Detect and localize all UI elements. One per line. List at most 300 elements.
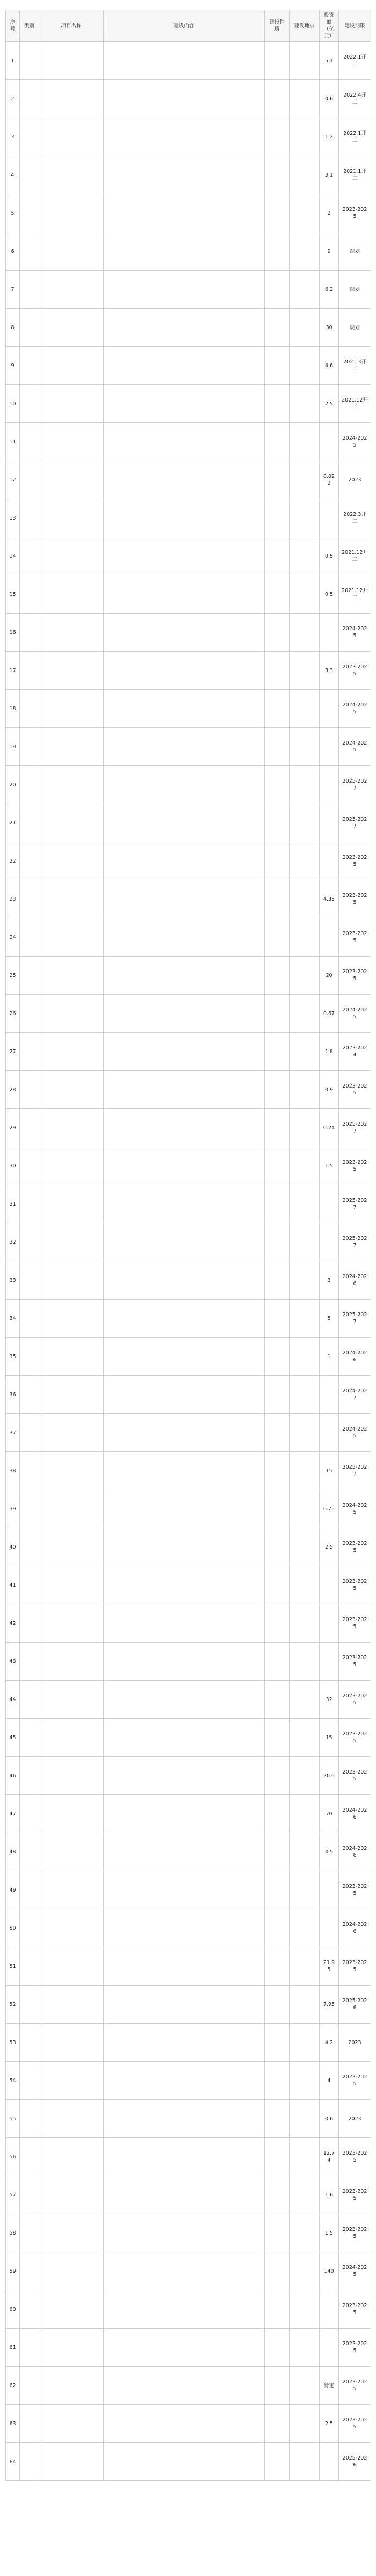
cell-period: 2023 [339,461,371,499]
cell-invest: 32 [320,1681,339,1719]
cell-name [39,2290,104,2329]
cell-period: 2023-2025 [339,1604,371,1643]
cell-content [104,690,265,728]
cell-place [290,1414,320,1452]
cell-nature [265,1566,290,1604]
cell-name [39,2329,104,2367]
cell-category [20,1223,39,1261]
cell-place [290,1566,320,1604]
cell-nature [265,1681,290,1719]
cell-category [20,2405,39,2443]
table-row [6,385,371,423]
cell-no: 1 [6,42,20,80]
cell-period: 2023-2025 [339,1643,371,1681]
cell-name [39,1833,104,1871]
cell-name [39,842,104,880]
cell-content [104,1452,265,1490]
cell-nature [265,690,290,728]
cell-no: 28 [6,1071,20,1109]
table-row [6,1528,371,1566]
cell-nature [265,156,290,194]
cell-category [20,880,39,918]
cell-category [20,1795,39,1833]
cell-nature [265,80,290,118]
cell-nature [265,537,290,575]
cell-nature [265,1833,290,1871]
cell-name [39,1109,104,1147]
table-row [6,804,371,842]
cell-content [104,1261,265,1300]
cell-period: 2022.1开工 [339,118,371,156]
cell-period: 2024-2025 [339,1414,371,1452]
cell-name [39,575,104,614]
cell-invest [320,1223,339,1261]
cell-content [104,2329,265,2367]
cell-period: 2022.1开工 [339,42,371,80]
cell-place [290,2138,320,2176]
cell-invest: 0.75 [320,1490,339,1528]
cell-category [20,2024,39,2062]
cell-no: 3 [6,118,20,156]
cell-content [104,1986,265,2024]
table-row [6,1185,371,1223]
cell-no: 18 [6,690,20,728]
cell-category [20,309,39,347]
cell-no: 61 [6,2329,20,2367]
cell-place [290,194,320,232]
cell-category [20,347,39,385]
table-row [6,156,371,194]
cell-nature [265,2329,290,2367]
cell-no: 48 [6,1833,20,1871]
cell-period: 2021.12开工 [339,537,371,575]
table-row [6,1604,371,1643]
cell-no: 19 [6,728,20,766]
cell-invest: 3 [320,1261,339,1300]
cell-nature [265,385,290,423]
table-row [6,1300,371,1338]
table-row [6,2062,371,2100]
table-row [6,1833,371,1871]
cell-invest: 4.35 [320,880,339,918]
header-content: 建设内容 [104,10,265,42]
cell-place [290,1757,320,1795]
cell-period: 2023-2025 [339,1947,371,1986]
cell-place [290,1833,320,1871]
cell-name [39,728,104,766]
table-row [6,1338,371,1376]
cell-category [20,1909,39,1947]
cell-no: 31 [6,1185,20,1223]
cell-content [104,1871,265,1909]
cell-name [39,347,104,385]
cell-invest: 5 [320,1300,339,1338]
table-row [6,842,371,880]
cell-period: 2023-2025 [339,1719,371,1757]
cell-name [39,957,104,995]
cell-invest [320,2329,339,2367]
cell-nature [265,1947,290,1986]
cell-category [20,1528,39,1566]
cell-name [39,2443,104,2481]
table-row [6,2367,371,2405]
cell-place [290,918,320,957]
cell-category [20,2100,39,2138]
table-row [6,42,371,80]
cell-period: 2023-2025 [339,1681,371,1719]
cell-nature [265,842,290,880]
cell-content [104,2443,265,2481]
cell-content [104,880,265,918]
project-table [5,10,371,2481]
cell-invest: 2.5 [320,2405,339,2443]
cell-content [104,309,265,347]
cell-no: 40 [6,1528,20,1566]
cell-nature [265,1147,290,1185]
cell-place [290,575,320,614]
cell-no: 45 [6,1719,20,1757]
cell-category [20,461,39,499]
table-row [6,118,371,156]
table-row [6,652,371,690]
cell-category [20,2290,39,2329]
table-row [6,2252,371,2290]
cell-content [104,1604,265,1643]
cell-nature [265,2405,290,2443]
cell-nature [265,2024,290,2062]
table-row [6,1033,371,1071]
cell-name [39,2138,104,2176]
cell-nature [265,499,290,537]
cell-nature [265,423,290,461]
cell-place [290,1528,320,1566]
cell-name [39,2062,104,2100]
cell-category [20,1261,39,1300]
cell-place [290,1185,320,1223]
cell-content [104,1528,265,1566]
cell-nature [265,2290,290,2329]
cell-no: 37 [6,1414,20,1452]
cell-period: 2025-2027 [339,1185,371,1223]
cell-place [290,499,320,537]
cell-name [39,1681,104,1719]
cell-name [39,690,104,728]
cell-name [39,2252,104,2290]
cell-period: 2022.3开工 [339,499,371,537]
cell-invest: 3.3 [320,652,339,690]
cell-no: 24 [6,918,20,957]
cell-invest [320,842,339,880]
cell-category [20,1757,39,1795]
cell-category [20,995,39,1033]
cell-place [290,1071,320,1109]
cell-category [20,1376,39,1414]
cell-nature [265,461,290,499]
cell-invest: 1.2 [320,118,339,156]
cell-no: 11 [6,423,20,461]
cell-invest: 0.6 [320,80,339,118]
table-row [6,1643,371,1681]
cell-period: 2025-2026 [339,2443,371,2481]
cell-name [39,1414,104,1452]
table-row [6,1147,371,1185]
cell-name [39,156,104,194]
cell-nature [265,652,290,690]
cell-content [104,1376,265,1414]
cell-name [39,1604,104,1643]
cell-nature [265,804,290,842]
cell-content [104,42,265,80]
cell-category [20,80,39,118]
cell-category [20,728,39,766]
cell-category [20,1719,39,1757]
table-row [6,1490,371,1528]
cell-category [20,2062,39,2100]
cell-invest [320,614,339,652]
cell-no: 9 [6,347,20,385]
cell-invest [320,499,339,537]
cell-place [290,957,320,995]
cell-invest: 6.6 [320,347,339,385]
cell-no: 17 [6,652,20,690]
cell-content [104,614,265,652]
cell-content [104,1300,265,1338]
cell-place [290,1643,320,1681]
cell-nature [265,1338,290,1376]
cell-no: 57 [6,2176,20,2214]
table-row [6,1719,371,1757]
cell-no: 64 [6,2443,20,2481]
cell-period: 2025-2027 [339,1109,371,1147]
cell-period: 2024-2026 [339,1261,371,1300]
cell-invest: 1.5 [320,1147,339,1185]
table-row [6,1109,371,1147]
cell-invest: 4.2 [320,2024,339,2062]
table-row [6,309,371,347]
cell-content [104,1566,265,1604]
cell-place [290,2100,320,2138]
table-row [6,1947,371,1986]
cell-invest: 6.2 [320,271,339,309]
cell-place [290,1033,320,1071]
cell-nature [265,614,290,652]
cell-no: 36 [6,1376,20,1414]
cell-no: 46 [6,1757,20,1795]
cell-invest [320,690,339,728]
cell-name [39,1795,104,1833]
cell-no: 21 [6,804,20,842]
cell-period: 2024-2025 [339,423,371,461]
cell-no: 34 [6,1300,20,1338]
cell-invest: 12.74 [320,2138,339,2176]
cell-period: 2023-2025 [339,652,371,690]
cell-no: 15 [6,575,20,614]
cell-period: 2023-2025 [339,2329,371,2367]
table-row [6,2138,371,2176]
cell-place [290,2252,320,2290]
cell-category [20,575,39,614]
cell-content [104,1643,265,1681]
cell-nature [265,1261,290,1300]
cell-nature [265,2062,290,2100]
cell-invest: 140 [320,2252,339,2290]
cell-content [104,385,265,423]
cell-name [39,2024,104,2062]
cell-place [290,1261,320,1300]
cell-name [39,385,104,423]
cell-invest: 70 [320,1795,339,1833]
cell-category [20,2329,39,2367]
cell-period: 2025-2027 [339,1223,371,1261]
table-row [6,1681,371,1719]
cell-period: 2022.4开工 [339,80,371,118]
cell-no: 7 [6,271,20,309]
cell-content [104,2138,265,2176]
cell-invest [320,918,339,957]
cell-period: 2021.1开工 [339,156,371,194]
cell-name [39,499,104,537]
cell-content [104,80,265,118]
cell-name [39,614,104,652]
cell-content [104,423,265,461]
cell-nature [265,1528,290,1566]
cell-nature [265,1871,290,1909]
cell-place [290,271,320,309]
cell-content [104,2405,265,2443]
cell-invest: 2.5 [320,1528,339,1566]
cell-invest [320,1414,339,1452]
cell-name [39,1147,104,1185]
cell-category [20,1490,39,1528]
cell-content [104,766,265,804]
cell-no: 52 [6,1986,20,2024]
cell-content [104,271,265,309]
cell-invest: 20.6 [320,1757,339,1795]
cell-category [20,1147,39,1185]
cell-name [39,1719,104,1757]
cell-place [290,2176,320,2214]
cell-place [290,385,320,423]
cell-place [290,766,320,804]
cell-name [39,461,104,499]
cell-place [290,347,320,385]
table-row [6,461,371,499]
cell-content [104,1490,265,1528]
cell-name [39,2176,104,2214]
cell-content [104,2100,265,2138]
cell-no: 50 [6,1909,20,1947]
cell-place [290,1338,320,1376]
header-period: 建设期限 [339,10,371,42]
cell-period: 2025-2027 [339,766,371,804]
cell-content [104,2024,265,2062]
cell-period: 2024-2026 [339,1909,371,1947]
cell-category [20,1185,39,1223]
cell-invest [320,728,339,766]
cell-name [39,2405,104,2443]
cell-name [39,1490,104,1528]
cell-place [290,1300,320,1338]
cell-name [39,1452,104,1490]
cell-nature [265,995,290,1033]
cell-name [39,194,104,232]
cell-invest: 0.5 [320,537,339,575]
table-row [6,1871,371,1909]
cell-invest: 21.95 [320,1947,339,1986]
table-row [6,1986,371,2024]
cell-no: 25 [6,957,20,995]
cell-content [104,118,265,156]
cell-period: 2023-2025 [339,918,371,957]
cell-content [104,1185,265,1223]
cell-content [104,1757,265,1795]
cell-invest: 0.67 [320,995,339,1033]
table-row [6,1223,371,1261]
cell-content [104,1223,265,1261]
table-row [6,918,371,957]
cell-content [104,575,265,614]
cell-content [104,1833,265,1871]
cell-invest [320,1566,339,1604]
cell-place [290,461,320,499]
cell-no: 55 [6,2100,20,2138]
cell-place [290,1147,320,1185]
cell-no: 41 [6,1566,20,1604]
cell-category [20,118,39,156]
cell-period: 2023-2025 [339,1757,371,1795]
cell-name [39,2367,104,2405]
cell-no: 29 [6,1109,20,1147]
table-row [6,194,371,232]
cell-place [290,2214,320,2252]
cell-content [104,2290,265,2329]
cell-name [39,232,104,271]
cell-content [104,347,265,385]
cell-content [104,2176,265,2214]
cell-no: 35 [6,1338,20,1376]
cell-place [290,995,320,1033]
cell-no: 30 [6,1147,20,1185]
table-row [6,2100,371,2138]
cell-period: 规划 [339,232,371,271]
cell-no: 44 [6,1681,20,1719]
cell-category [20,1643,39,1681]
cell-nature [265,232,290,271]
cell-period: 2023-2025 [339,957,371,995]
cell-invest: 0.5 [320,575,339,614]
cell-period: 2023-2025 [339,1528,371,1566]
cell-invest: 15 [320,1452,339,1490]
cell-place [290,42,320,80]
cell-nature [265,1604,290,1643]
cell-period: 2024-2025 [339,995,371,1033]
cell-invest [320,1909,339,1947]
table-row [6,957,371,995]
cell-place [290,1452,320,1490]
cell-no: 13 [6,499,20,537]
cell-period: 2025-2027 [339,1452,371,1490]
cell-no: 62 [6,2367,20,2405]
table-row [6,1261,371,1300]
cell-category [20,1833,39,1871]
cell-place [290,614,320,652]
cell-period: 2023-2025 [339,880,371,918]
cell-period: 规划 [339,271,371,309]
cell-name [39,1909,104,1947]
cell-period: 2024-2027 [339,1376,371,1414]
cell-no: 23 [6,880,20,918]
cell-nature [265,2252,290,2290]
